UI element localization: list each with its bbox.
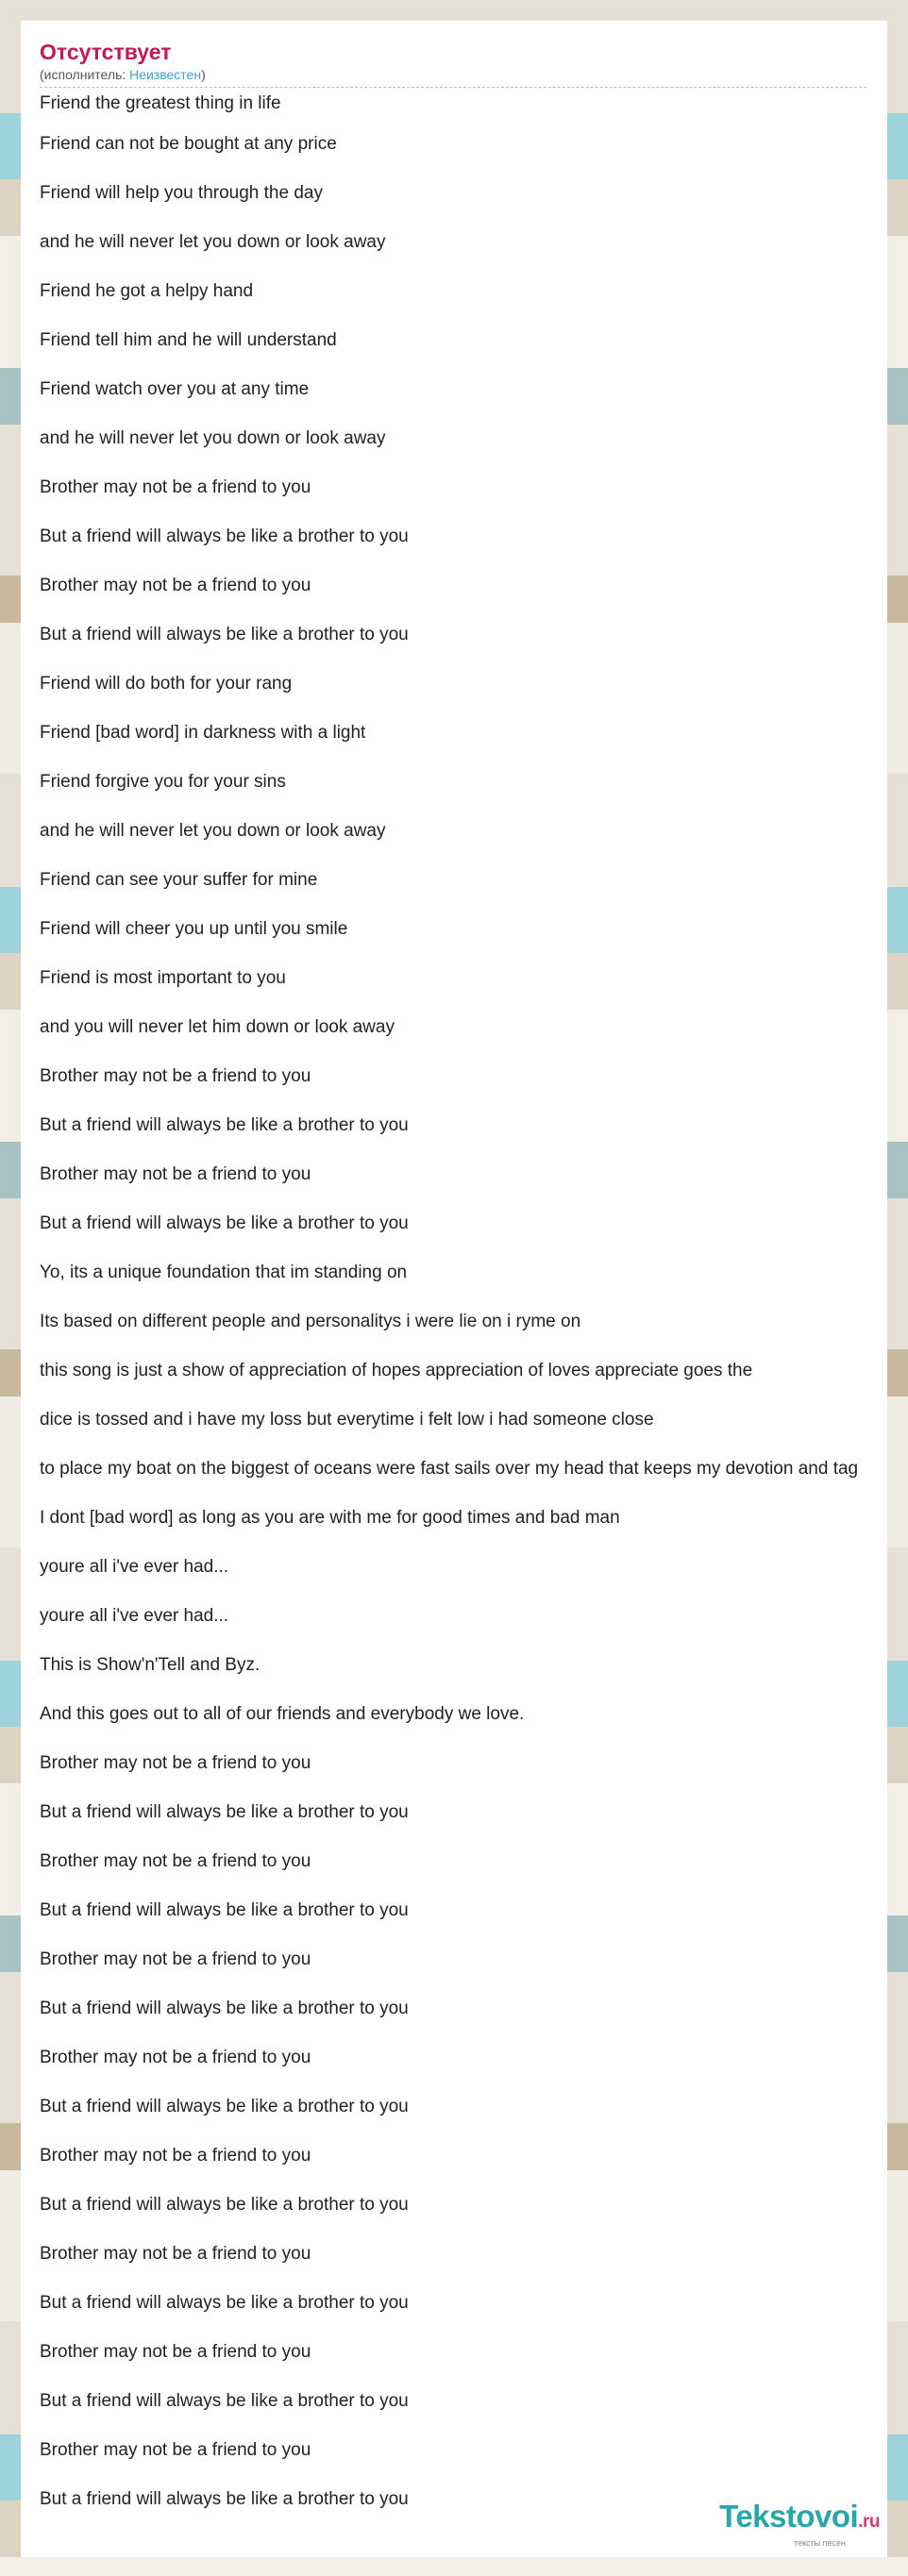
lyric-line: Friend will cheer you up until you smile [40,919,348,939]
lyrics-card [21,21,887,2557]
lyric-line: But a friend will always be like a brother to you [40,2293,409,2313]
lyric-line: dice is tossed and i have my loss but everytime i felt low i had someone close [40,1410,654,1430]
lyric-line: Friend the greatest thing in life [40,93,281,113]
lyric-line: Its based on different people and personalitys i were lie on i ryme on [40,1312,581,1331]
song-header [21,21,887,88]
lyric-line: and he will never let you down or look away [40,232,386,252]
lyric-line: But a friend will always be like a brother to you [40,1213,409,1233]
lyric-line: But a friend will always be like a brother to you [40,2489,409,2509]
lyric-line: I dont [bad word] as long as you are with me for good times and bad man [40,1508,620,1528]
lyric-line: Brother may not be a friend to you [40,2048,311,2067]
lyric-line: Brother may not be a friend to you [40,2244,311,2264]
lyric-line: Friend is most important to you [40,968,286,988]
lyric-line: Brother may not be a friend to you [40,1949,311,1969]
lyric-line: Friend will help you through the day [40,183,323,203]
lyric-line: Friend can not be bought at any price [40,134,337,154]
lyric-line: Brother may not be a friend to you [40,2440,311,2460]
lyric-line: But a friend will always be like a brother to you [40,1999,409,2018]
lyric-line: Brother may not be a friend to you [40,1753,311,1773]
lyric-line: Brother may not be a friend to you [40,1851,311,1871]
logo-tagline: тексты песен [793,2538,846,2548]
artist-suffix: ) [201,67,206,82]
logo-tld: .ru [858,2512,880,2532]
lyric-line: Brother may not be a friend to you [40,576,311,595]
song-title: Отсутствует [40,40,172,64]
lyric-line: Brother may not be a friend to you [40,477,311,497]
lyric-line: Friend [bad word] in darkness with a light [40,723,366,743]
artist-prefix: (исполнитель: [40,67,130,82]
lyric-line: Friend watch over you at any time [40,379,310,399]
lyric-line: and you will never let him down or look away [40,1017,395,1037]
lyric-line: Friend can see your suffer for mine [40,870,318,890]
lyric-line: Brother may not be a friend to you [40,2342,311,2362]
lyric-line: But a friend will always be like a brother to you [40,625,409,644]
lyric-line: Friend tell him and he will understand [40,330,337,350]
lyric-line: But a friend will always be like a brother to you [40,1802,409,1822]
lyric-line: Friend will do both for your rang [40,674,293,694]
lyric-line: youre all i've ever had... [40,1557,229,1577]
lyric-line: And this goes out to all of our friends and everybody we love. [40,1704,525,1724]
lyric-line: Brother may not be a friend to you [40,1066,311,1086]
lyric-line: Brother may not be a friend to you [40,2146,311,2166]
lyric-line: But a friend will always be like a brother to you [40,527,409,546]
lyric-line: But a friend will always be like a brother to you [40,1900,409,1920]
lyric-line: this song is just a show of appreciation of hopes appreciation of loves appreciate goes the [40,1361,753,1380]
lyric-line: This is Show'n'Tell and Byz. [40,1655,261,1675]
lyric-line: to place my boat on the biggest of oceans were fast sails over my head that keeps my devotion and tag [40,1459,859,1479]
artist-link[interactable]: Неизвестен [129,67,202,82]
site-logo[interactable] [719,2501,880,2548]
lyric-line: Friend he got a helpy hand [40,281,254,301]
lyric-line: youre all i've ever had... [40,1606,229,1626]
lyric-line: Brother may not be a friend to you [40,1164,311,1184]
lyrics-text [21,88,887,2524]
lyric-line: But a friend will always be like a brother to you [40,2097,409,2116]
logo-name: Tekstovoi [719,2499,859,2534]
lyric-line: But a friend will always be like a brother to you [40,1115,409,1135]
lyric-line: Yo, its a unique foundation that im standing on [40,1263,408,1282]
logo-wordmark [719,2501,880,2538]
artist-line [40,66,868,83]
lyric-line: Friend forgive you for your sins [40,772,286,792]
lyric-line: and he will never let you down or look away [40,428,386,448]
lyric-line: But a friend will always be like a brother to you [40,2195,409,2215]
lyric-line: But a friend will always be like a brother to you [40,2391,409,2411]
lyric-line: and he will never let you down or look away [40,821,386,841]
